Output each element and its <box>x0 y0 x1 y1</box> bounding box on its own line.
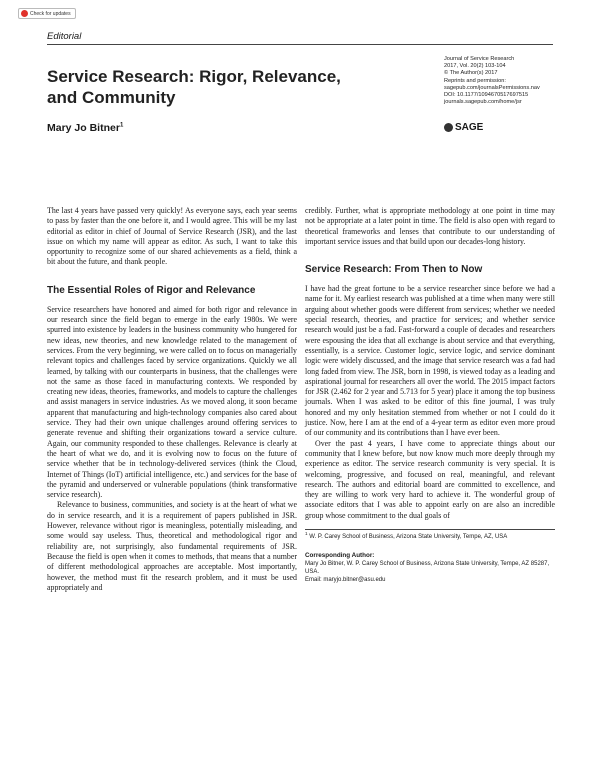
author-line <box>47 122 123 134</box>
affiliation-footnote <box>305 530 555 541</box>
journal-name: Journal of Service Research <box>444 56 515 62</box>
corresponding-author-heading: Corresponding Author: <box>305 552 375 560</box>
journal-info-block <box>444 56 564 106</box>
body-paragraph: Service researchers have honored and aimed for both rigor and relevance in our research since the field began to emerge in the early 1980s. We were spurred into existence by leaders in the business community who hungered for new ideas, new theories, and new knowledge related to the management of services. From the very beginning, we were called on to focus on managerially relevant topics and challenges faced by service organizations. Quickly we all learned, by talking with our counterparts in business, that the challenges were not the same as those faced in manufacturing contexts. We responded by creating new ideas, theories, frameworks, and models to capture the challenges and assist managers in service industries. As we moved along, it soon became apparent that manufacturing and high-technology companies also cared about service. They had their own unique challenges around offering services to generate revenue and shifting their organizations toward a service culture. Again, our community responded to these challenges. Relevance is clearly at the heart of what we do, and it is evolving now to focus on the future of service whether that be in technology-delivered services (think the Cloud, Internet of Things (IoT) artificial intelligence, etc.) and services for the base of the pyramid and underserved or vulnerable populations (think transformative service research). <box>47 304 297 500</box>
corresponding-author-address: Mary Jo Bitner, W. P. Carey School of Business, Arizona State University, Tempe, AZ 85287, USA. <box>305 561 550 575</box>
section-label: Editorial <box>47 31 82 42</box>
publisher-logo <box>444 122 483 133</box>
body-paragraph: credibly. Further, what is appropriate methodology at one point in time may not be appropriate at a later point in time. The field is also open with regard to theoretical frameworks and lenses that contribute to our understanding of important service issues and that build upon our decades-long history. <box>305 206 555 246</box>
header-divider <box>47 44 553 45</box>
sage-logo-icon <box>444 123 453 132</box>
article-title: Service Research: Rigor, Relevance, and Community <box>47 67 341 107</box>
right-column <box>305 206 555 584</box>
check-for-updates-badge[interactable] <box>18 8 76 19</box>
left-column <box>47 206 297 593</box>
journal-volume: 2017, Vol. 20(2) 103-104 <box>444 63 506 70</box>
permissions-link[interactable]: sagepub.com/journalsPermissions.nav <box>444 84 540 91</box>
copyright-line: © The Author(s) 2017 <box>444 70 498 77</box>
publisher-logo-text: SAGE <box>455 122 484 133</box>
section-heading-rigor-relevance: The Essential Roles of Rigor and Relevance <box>47 284 256 296</box>
footnote-marker: 1 <box>305 531 308 537</box>
body-paragraph: I have had the great fortune to be a service researcher since before we had a name for it. My earliest research was published at a time when many were still arguing about whether goods were different from services; whether we needed special research, theories, and practice for services; and whether service research would just be a fad. Fast-forward a couple of decades and researchers were espousing the idea that all exchange is about service and that everything, essentially, is a service. Customer logic, service logic, and service dominant logic were widely discussed, and the image that service research was a fad had long faded from view. The JSR, born in 1998, is viewed today as a leading and aspirational journal for researchers all over the world. The 2015 impact factors for JSR (2.462 for 2 year and 5.713 for 5 year) place it among the top business journals. When I was asked to be editor of this fine journal, I was truly honored and my only hesitation stemmed from whether or not I could do it justice. Now, here I am at the end of a 4-year term as editor even more proud of our community and its contributions than I have ever been. <box>305 284 555 438</box>
badge-label: Check for updates <box>30 10 71 17</box>
body-paragraph: Relevance to business, communities, and society is at the heart of what we do in service research, and it is a requirement of papers published in JSR. However, relevance without rigor is meaningless, potentially misleading, and some would say useless. Thus, theoretical and methodological rigor and reliability are, not surprisingly, also fundamental requirements of JSR. Because the field is open when it comes to methods, that means that a number of different methodological approaches are acceptable. Most importantly, however, the method must fit the research problem, and it must be used appropriately and <box>47 500 297 592</box>
footnote-text: W. P. Carey School of Business, Arizona State University, Tempe, AZ, USA <box>309 534 508 541</box>
author-affiliation-marker: 1 <box>119 122 124 129</box>
reprints-label: Reprints and permission: <box>444 77 506 84</box>
corresponding-author-email[interactable]: Email: maryjo.bitner@asu.edu <box>305 576 386 583</box>
intro-paragraph: The last 4 years have passed very quickly! As everyone says, each year seems to pass by faster than the one before it, and I would agree. This will be my last editorial as editor in chief of Journal of Service Research (JSR), and the last issue on which my name will appear as editor. As such, I want to take this opportunity to recognize some of our shared achievements as a field, think a bit about the future, and thank people. <box>47 206 297 267</box>
doi-link[interactable]: DOI: 10.1177/1094670517697515 <box>444 92 529 99</box>
update-status-icon <box>21 10 28 17</box>
body-paragraph: Over the past 4 years, I have come to appreciate things about our community that I knew before, but now know much more deeply through my experience as editor. The service research community is very special. It is welcoming, progressive, and focused on real, meaningful, and relevant research. The authors and editorial board are committed to excellence, and they are willing to work very hard to achieve it. The wonderful group of associate editors that I was able to appoint early on are also an incredible group whose commitment to the dual goals of <box>305 438 555 520</box>
journal-home-link[interactable]: journals.sagepub.com/home/jsr <box>444 99 522 106</box>
section-heading-then-to-now: Service Research: From Then to Now <box>305 264 483 276</box>
author-name: Mary Jo Bitner <box>47 122 120 134</box>
